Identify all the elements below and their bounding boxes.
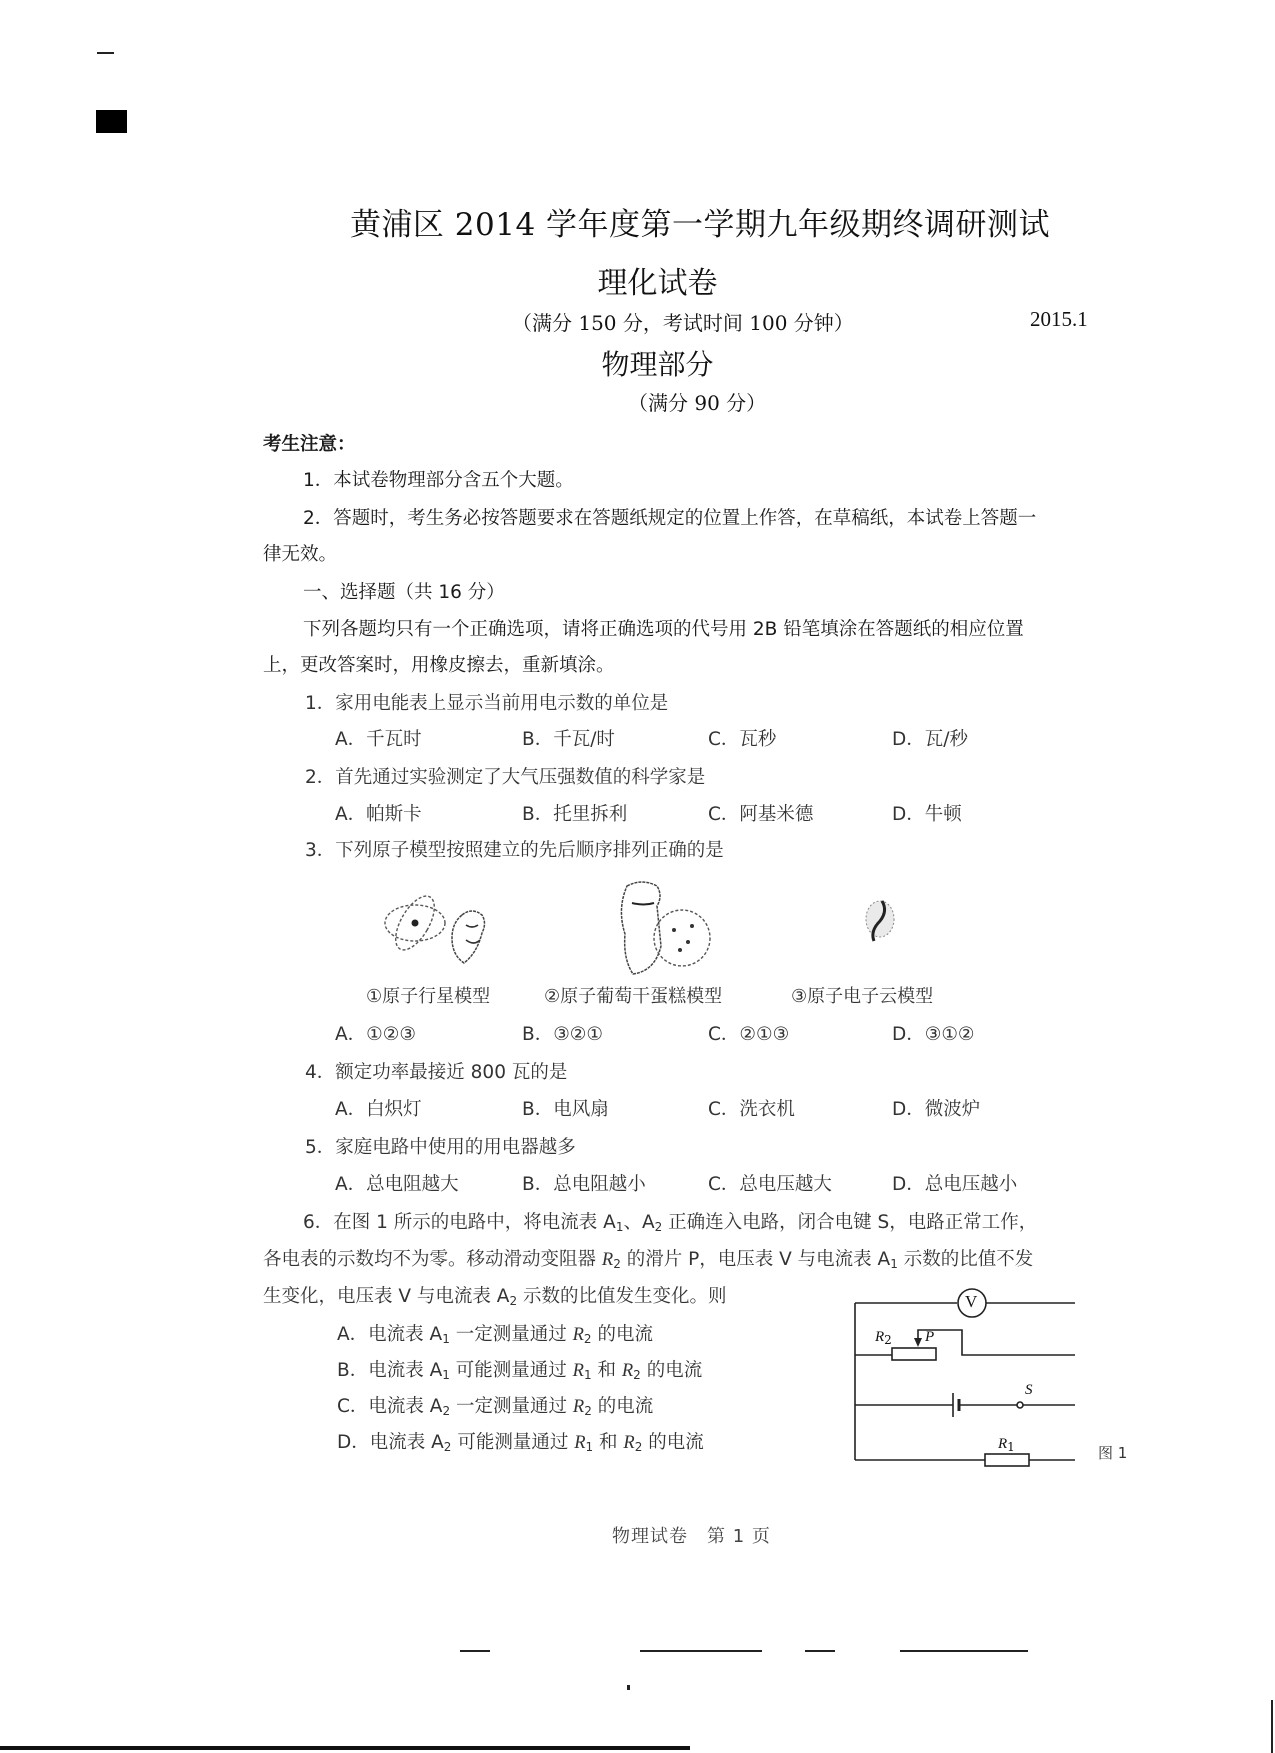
option-text: 和 [593,1432,624,1453]
option: C．阿基米德 [708,804,814,825]
notice-item: 律无效。 [263,544,338,565]
exam-title: 黄浦区 2014 学年度第一学期九年级期终调研测试 [349,207,1051,243]
option-text: 的电流 [640,1360,703,1381]
option-text: 可能测量通过 [449,1360,573,1381]
part-instructions: 下列各题均只有一个正确选项，请将正确选项的代号用 2B 铅笔填涂在答题纸的相应位置 [303,619,1024,640]
scan-mark-dash [805,1650,835,1652]
option-text: D．电流表 A [337,1432,444,1453]
exam-date: 2015.1 [1030,307,1088,331]
subscript: 1 [585,1440,594,1454]
stem-text: 正确连入电路，闭合电键 S，电路正常工作， [662,1212,1038,1233]
subscript: 1 [615,1220,624,1234]
option-text: 的电流 [591,1324,653,1345]
question-stem: 2．首先通过实验测定了大气压强数值的科学家是 [305,767,706,788]
subscript: 1 [583,1368,592,1382]
subscript: 2 [442,1404,451,1418]
section-score: （满分 90 分） [628,391,767,415]
stem-text: 的滑片 P，电压表 V 与电流表 A [620,1249,891,1270]
subscript: 2 [884,1333,892,1347]
exam-subtitle: 理化试卷 [597,266,718,301]
option: B．电风扇 [522,1099,609,1120]
variable: R [572,1325,584,1345]
exam-info: （满分 150 分，考试时间 100 分钟） [512,311,854,335]
voltmeter-label: V [965,1292,978,1311]
scan-mark-dash [627,1685,630,1690]
planetary-model-figure [380,885,500,980]
option: C．洗衣机 [708,1099,795,1120]
variable: P [925,1329,935,1345]
scan-mark-dash [640,1650,762,1652]
rheostat-label [875,1327,892,1347]
option [337,1356,702,1382]
notice-item: 2．答题时，考生务必按答题要求在答题纸规定的位置上作答，在草稿纸，本试卷上答题一 [303,508,1037,529]
subscript: 1 [890,1257,898,1271]
option: A．帕斯卡 [335,804,422,825]
stem-text: 示数的比值不发 [897,1249,1034,1270]
option: B．千瓦/时 [522,729,615,750]
registration-mark [96,110,127,133]
option-text: 一定测量通过 [449,1324,573,1345]
variable: R [623,1433,635,1453]
option: C．瓦秒 [708,729,777,750]
circuit-diagram [845,1285,1075,1485]
page-footer: 物理试卷 第 1 页 [612,1526,771,1547]
subscript: 2 [583,1332,592,1346]
subscript: 2 [654,1220,663,1234]
question-stem [263,1282,727,1308]
option-text: 一定测量通过 [450,1396,573,1417]
option: D．微波炉 [892,1099,981,1120]
notice-heading: 考生注意： [263,434,356,455]
option: B．③②① [522,1024,603,1045]
subscript: 2 [633,1368,641,1382]
rheostat-symbol [892,1348,936,1360]
option-text: 和 [591,1360,622,1381]
option: D．总电压越小 [892,1174,1018,1195]
option: A．白炽灯 [335,1099,422,1120]
scan-edge-line [0,1746,690,1750]
option [337,1428,704,1454]
slider-label [925,1327,934,1346]
slider-wire [918,1330,1075,1355]
question-stem: 5．家庭电路中使用的用电器越多 [305,1137,576,1158]
resistor-label [998,1434,1015,1454]
option [337,1392,653,1418]
variable: R [572,1397,585,1417]
option: A．①②③ [335,1024,416,1045]
question-stem: 1．家用电能表上显示当前用电示数的单位是 [305,693,669,714]
subscript: 2 [509,1294,518,1308]
subscript: 1 [442,1368,450,1382]
stem-text: 6．在图 1 所示的电路中，将电流表 A [303,1212,616,1233]
electron-cloud-model-figure [860,895,900,945]
subscript: 2 [634,1440,643,1454]
scan-mark-dash [97,52,114,54]
subscript: 2 [613,1257,621,1271]
switch-label [1025,1380,1033,1399]
figure-caption: ③原子电子云模型 [791,986,934,1007]
variable: R [601,1250,614,1270]
option-text: 的电流 [591,1396,654,1417]
notice-item: 1．本试卷物理部分含五个大题。 [303,470,574,491]
slider-arrow-icon [914,1338,922,1347]
figure-caption: ②原子葡萄干蛋糕模型 [544,986,723,1007]
variable: R [574,1433,586,1453]
variable: R [875,1329,885,1345]
option-text: B．电流表 A [337,1360,443,1381]
subscript: 1 [442,1332,450,1346]
variable: R [572,1361,584,1381]
option-text: 可能测量通过 [451,1432,575,1453]
option-text: C．电流表 A [337,1396,443,1417]
subscript: 2 [584,1404,592,1418]
option [337,1320,653,1346]
part-instructions: 上，更改答案时，用橡皮擦去，重新填涂。 [263,655,615,676]
stem-text: 生变化，电压表 V 与电流表 A [263,1286,510,1307]
stem-text: 示数的比值发生变化。则 [517,1286,727,1307]
scan-mark-dash [900,1650,1028,1652]
scan-mark-dash [460,1650,490,1652]
stem-text: 各电表的示数均不为零。移动滑动变阻器 [263,1249,602,1270]
figure-label: 图 1 [1098,1444,1128,1462]
option: A．千瓦时 [335,729,422,750]
option: B．总电阻越小 [522,1174,646,1195]
stem-text: 、A [623,1212,655,1233]
option: C．②①③ [708,1024,790,1045]
option-text: A．电流表 A [337,1324,443,1345]
question-stem: 3．下列原子模型按照建立的先后顺序排列正确的是 [305,840,724,861]
part-heading: 一、选择题（共 16 分） [303,582,505,603]
subscript: 2 [443,1440,452,1454]
variable: S [1025,1382,1033,1398]
option: B．托里拆利 [522,804,628,825]
variable: R [998,1436,1008,1452]
option: D．牛顿 [892,804,962,825]
switch-contact [1017,1402,1023,1408]
question-stem [263,1245,1033,1271]
scan-edge-line [1271,1700,1273,1753]
option: D．③①② [892,1024,975,1045]
section-title: 物理部分 [601,348,714,381]
plum-pudding-model-figure [612,878,722,983]
resistor-symbol [985,1454,1029,1466]
option: C．总电压越大 [708,1174,832,1195]
option-text: 的电流 [642,1432,704,1453]
figure-caption: ①原子行星模型 [366,986,491,1007]
question-stem [303,1208,1037,1234]
variable: R [621,1361,634,1381]
question-stem: 4．额定功率最接近 800 瓦的是 [305,1062,568,1083]
option: A．总电阻越大 [335,1174,459,1195]
option: D．瓦/秒 [892,729,968,750]
subscript: 1 [1007,1440,1015,1454]
